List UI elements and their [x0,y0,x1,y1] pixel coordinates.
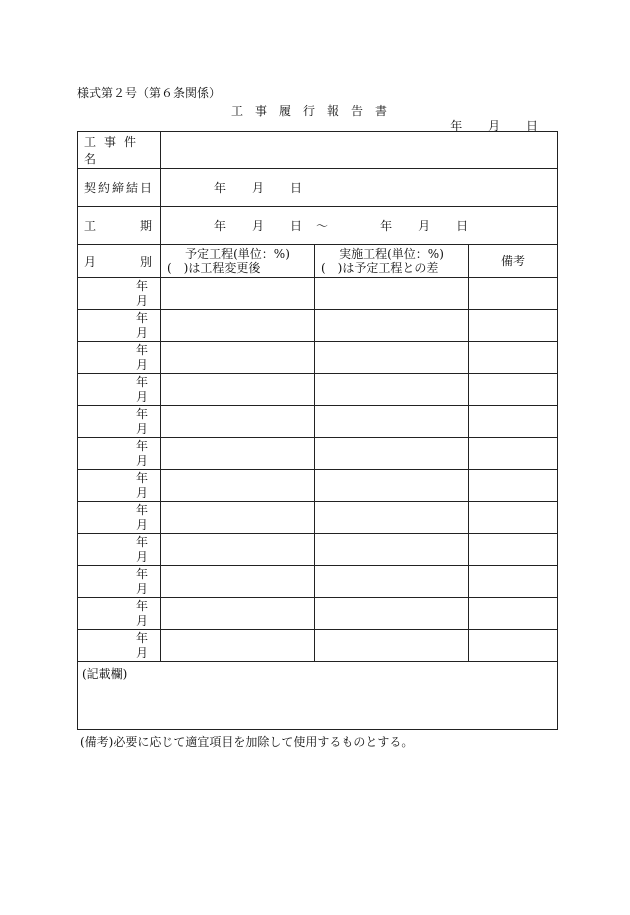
remarks-cell[interactable] [469,438,558,470]
row-year-text: 年 [135,374,148,389]
form-number: 様式第２号（第６条関係） [77,86,222,100]
actual-cell[interactable] [315,502,469,534]
actual-cell[interactable] [315,566,469,598]
footnote: (備考)必要に応じて適宜項目を加除して使用するものとする。 [80,735,414,749]
actual-cell[interactable] [315,630,469,662]
actual-cell[interactable] [315,438,469,470]
planned-cell[interactable] [161,470,315,502]
notes-field[interactable] [78,662,558,730]
table-header-row [78,245,558,278]
notes-label: (記載欄) [82,667,128,681]
actual-cell[interactable] [315,534,469,566]
period-row [78,207,558,245]
planned-progress-header: 予定工程(単位：%) ( )は工程変更後 [161,245,315,278]
month-column-header: 月 別 [78,245,161,278]
row-month-text: 月 [135,485,148,500]
actual-cell[interactable] [315,470,469,502]
remarks-cell[interactable] [469,470,558,502]
contract-date-field[interactable] [161,169,558,207]
report-date-year: 年 [450,119,463,133]
row-year-text: 年 [135,406,148,421]
row-year-text: 年 [135,278,148,293]
period-tilde: ～ [316,219,329,233]
table-row [78,534,558,566]
remarks-cell[interactable] [469,566,558,598]
row-month-text: 月 [135,325,148,340]
row-month-label [78,534,161,566]
row-month-label [78,470,161,502]
row-year-text: 年 [135,502,148,517]
table-row [78,374,558,406]
planned-cell[interactable] [161,598,315,630]
row-month-label [78,374,161,406]
table-row [78,406,558,438]
actual-cell[interactable] [315,342,469,374]
report-date-month: 月 [488,119,501,133]
actual-cell[interactable] [315,278,469,310]
row-month-label [78,438,161,470]
contract-day-label: 日 [290,181,303,195]
row-month-text: 月 [135,581,148,596]
period-start-year: 年 [214,219,227,233]
row-month-text: 月 [135,389,148,404]
row-month-label [78,278,161,310]
row-month-label [78,566,161,598]
remarks-cell[interactable] [469,598,558,630]
row-month-label [78,630,161,662]
document-title: 工事履行報告書 [230,104,399,118]
planned-cell[interactable] [161,342,315,374]
period-end-month: 月 [418,219,431,233]
row-month-text: 月 [135,293,148,308]
contract-date-row [78,169,558,207]
row-month-label [78,310,161,342]
period-end-year: 年 [380,219,393,233]
contract-month-label: 月 [252,181,265,195]
period-end-day: 日 [456,219,469,233]
period-field[interactable] [161,207,558,245]
project-name-field[interactable] [161,132,558,169]
planned-cell[interactable] [161,566,315,598]
project-name-row [78,132,558,169]
row-month-text: 月 [135,421,148,436]
actual-cell[interactable] [315,310,469,342]
planned-cell[interactable] [161,374,315,406]
table-row [78,630,558,662]
period-start-month: 月 [252,219,265,233]
table-row [78,278,558,310]
row-month-text: 月 [135,517,148,532]
contract-date-label: 契約締結日 [78,169,161,207]
row-year-text: 年 [135,342,148,357]
period-label: 工 期 [78,207,161,245]
table-row [78,598,558,630]
remarks-header: 備考 [469,245,558,278]
row-year-text: 年 [135,598,148,613]
row-month-text: 月 [135,549,148,564]
planned-cell[interactable] [161,438,315,470]
row-month-text: 月 [135,357,148,372]
planned-cell[interactable] [161,310,315,342]
notes-row [78,662,558,730]
remarks-cell[interactable] [469,534,558,566]
planned-cell[interactable] [161,278,315,310]
remarks-cell[interactable] [469,502,558,534]
planned-cell[interactable] [161,630,315,662]
actual-cell[interactable] [315,374,469,406]
row-month-label [78,502,161,534]
table-row [78,342,558,374]
planned-cell[interactable] [161,406,315,438]
planned-cell[interactable] [161,534,315,566]
remarks-cell[interactable] [469,630,558,662]
remarks-cell[interactable] [469,342,558,374]
table-row [78,438,558,470]
remarks-cell[interactable] [469,406,558,438]
row-month-text: 月 [135,645,148,660]
row-month-text: 月 [135,613,148,628]
row-year-text: 年 [135,438,148,453]
table-row [78,566,558,598]
contract-year-label: 年 [214,181,227,195]
row-year-text: 年 [135,534,148,549]
remarks-cell[interactable] [469,374,558,406]
row-month-label [78,406,161,438]
actual-progress-header: 実施工程(単位：%) ( )は予定工程との差 [315,245,469,278]
row-month-label [78,342,161,374]
row-month-label [78,598,161,630]
table-row [78,502,558,534]
monthly-rows [78,278,558,662]
table-row [78,310,558,342]
progress-report-form [77,131,558,730]
actual-cell[interactable] [315,598,469,630]
table-row [78,470,558,502]
row-year-text: 年 [135,470,148,485]
remarks-cell[interactable] [469,310,558,342]
row-month-text: 月 [135,453,148,468]
period-start-day: 日 [290,219,303,233]
planned-cell[interactable] [161,502,315,534]
project-name-label: 工事件名 [78,132,161,169]
row-year-text: 年 [135,566,148,581]
remarks-cell[interactable] [469,278,558,310]
report-date-day: 日 [525,119,538,133]
actual-cell[interactable] [315,406,469,438]
row-year-text: 年 [135,630,148,645]
row-year-text: 年 [135,310,148,325]
